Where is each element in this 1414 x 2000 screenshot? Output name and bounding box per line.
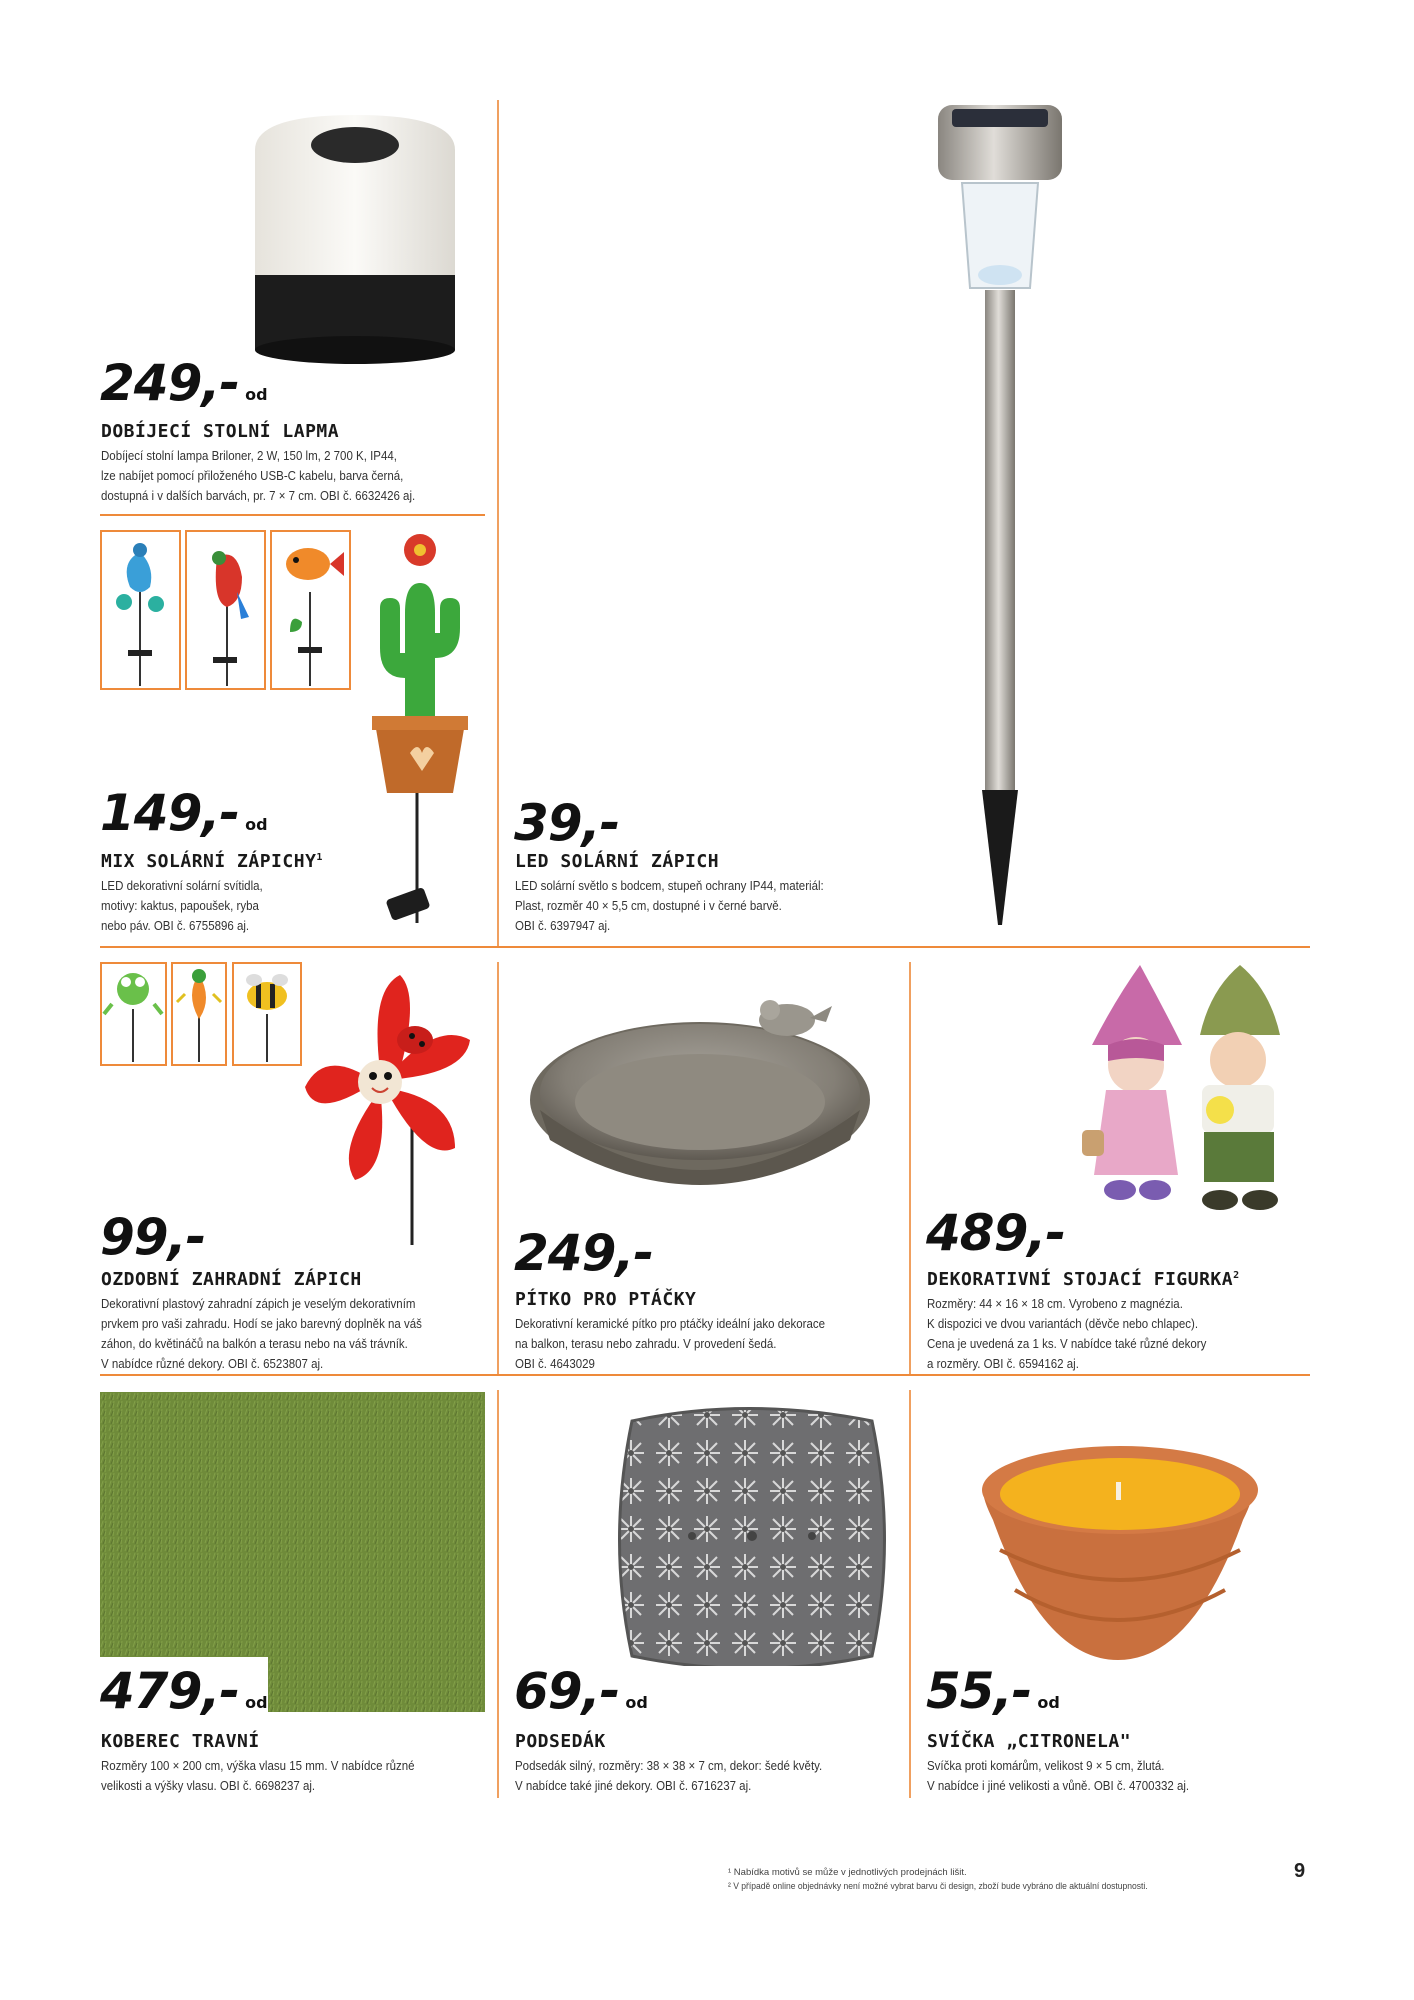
page-number: 9 <box>1294 1860 1306 1882</box>
ladybug-pinwheel-image <box>300 970 490 1250</box>
variant-thumbnail-fish <box>270 530 351 690</box>
divider-horizontal <box>100 946 1310 948</box>
product-description: Dekorativní keramické pítko pro ptáčky ideální jako dekorace na balkon, terasu nebo zahradu. V provedení šedá. OBI č. 4643029 <box>515 1317 826 1371</box>
led-solar-stake-image <box>930 95 1070 935</box>
footnote: ² V případě online objednávky není možné vybrat barvu či design, zboží bude vybráno dle aktuální dostupnosti. <box>728 1881 1148 1892</box>
variant-thumbnail-parrot <box>185 530 266 690</box>
divider-horizontal <box>100 1374 1310 1376</box>
divider-vertical <box>909 962 911 1374</box>
divider-vertical <box>497 1390 499 1798</box>
price: 55,- od <box>926 1662 1060 1720</box>
product-title: DOBÍJECÍ STOLNÍ LAPMA <box>101 421 340 442</box>
price: 69,- od <box>514 1662 648 1720</box>
price: 149,- od <box>100 784 268 842</box>
lamp-image <box>245 105 465 370</box>
product-title: MIX SOLÁRNÍ ZÁPICHY$^1$ <box>101 851 323 872</box>
variant-thumbnail-peacock <box>100 530 181 690</box>
divider-vertical <box>497 962 499 1374</box>
product-description: Podsedák silný, rozměry: 38 × 38 × 7 cm, dekor: šedé květy. V nabídce také jiné dekory. OBI č. 6716237 aj. <box>515 1759 823 1793</box>
product-description: Rozměry 100 × 200 cm, výška vlasu 15 mm. V nabídce různé velikosti a výšky vlasu. OBI č. 6698237 aj. <box>101 1759 415 1793</box>
divider-vertical <box>497 100 499 946</box>
cactus-stake-image <box>370 528 485 933</box>
citronella-candle-image <box>975 1440 1265 1665</box>
product-title: SVÍČKA „CITRONELA" <box>927 1731 1132 1752</box>
price: 479,- od <box>100 1662 268 1720</box>
product-description: LED solární světlo s bodcem, stupeň ochrany IP44, materiál: Plast, rozměr 40 × 5,5 cm, dostupné i v černé barvě. OBI č. 6397947 aj. <box>515 879 824 933</box>
product-title: OZDOBNÍ ZAHRADNÍ ZÁPICH <box>101 1269 362 1290</box>
price: 39,- <box>514 794 620 852</box>
variant-thumbnail-frog <box>100 962 167 1066</box>
bird-bath-image <box>525 990 885 1205</box>
variant-thumbnail-bee <box>232 962 302 1066</box>
garden-figurines-image <box>1080 960 1310 1240</box>
product-description: Dekorativní plastový zahradní zápich je veselým dekorativním prvkem pro vaši zahradu. Hodí se jako barevný doplněk na váš záhon, do květináčů na balkón a terasu nebo na váš trávník. V nabídce různé dekory. OBI č. 6523807 aj. <box>101 1297 422 1371</box>
product-description: Dobíjecí stolní lampa Briloner, 2 W, 150 lm, 2 700 K, IP44, lze nabíjet pomocí přiloženého USB-C kabelu, barva černá, dostupná i v dalších barvách, pr. 7 × 7 cm. OBI č. 6632426 aj. <box>101 449 416 503</box>
price: 249,- od <box>100 354 268 412</box>
footnote: ¹ Nabídka motivů se může v jednotlivých prodejnách lišit. <box>728 1867 967 1878</box>
product-title: DEKORATIVNÍ STOJACÍ FIGURKA$^2$ <box>927 1269 1240 1290</box>
product-title: PÍTKO PRO PTÁČKY <box>515 1289 697 1310</box>
variant-thumbnail-lizard <box>171 962 227 1066</box>
price: 489,- <box>926 1204 1066 1262</box>
product-title: PODSEDÁK <box>515 1731 606 1752</box>
product-description: Svíčka proti komárům, velikost 9 × 5 cm, žlutá. V nabídce i jiné velikosti a vůně. OBI č. 4700332 aj. <box>927 1759 1190 1793</box>
divider-horizontal <box>100 514 485 516</box>
product-title: LED SOLÁRNÍ ZÁPICH <box>515 851 720 872</box>
product-title: KOBEREC TRAVNÍ <box>101 1731 260 1752</box>
divider-vertical <box>909 1390 911 1798</box>
price: 249,- <box>514 1224 654 1282</box>
seat-cushion-image <box>612 1396 892 1666</box>
product-description: LED dekorativní solární svítidla, motivy: kaktus, papoušek, ryba nebo páv. OBI č. 6755896 aj. <box>101 879 263 933</box>
price: 99,- <box>100 1208 206 1266</box>
product-description: Rozměry: 44 × 16 × 18 cm. Vyrobeno z magnézia. K dispozici ve dvou variantách (děvče nebo chlapec). Cena je uvedená za 1 ks. V nabídce také různé dekory a rozměry. OBI č. 6594162 aj. <box>927 1297 1207 1371</box>
